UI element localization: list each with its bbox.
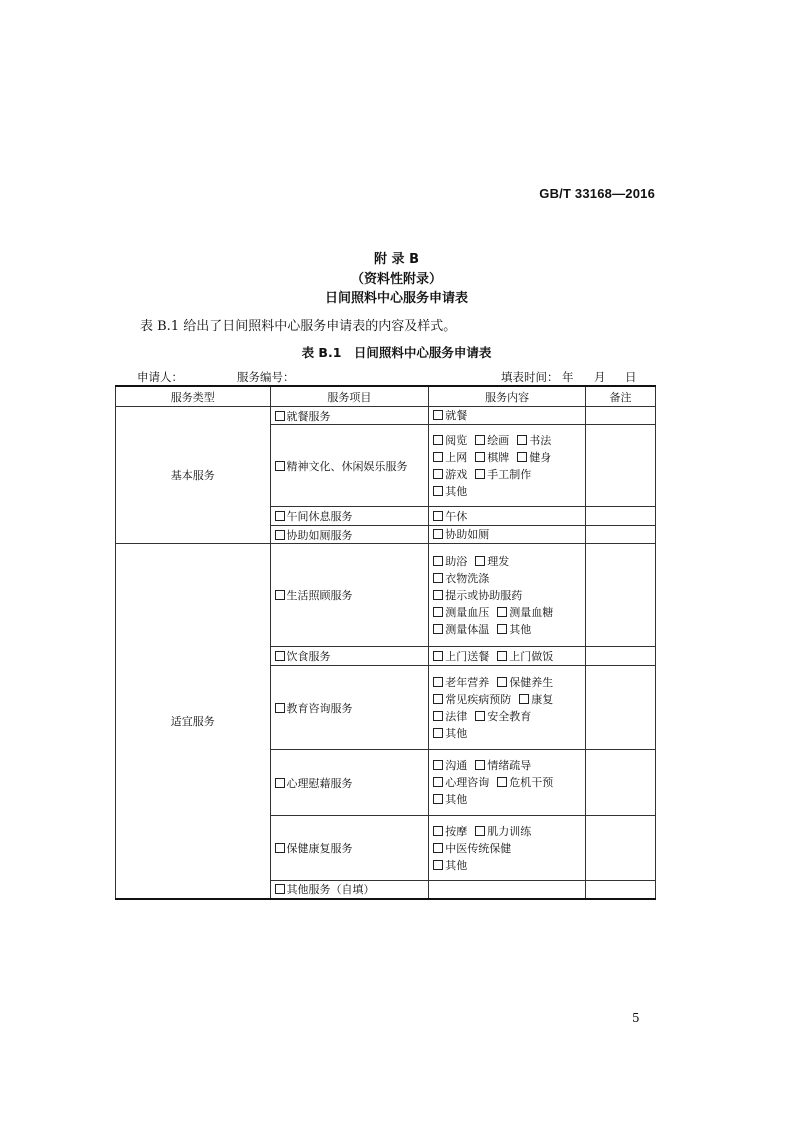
service-type-cell: 适宜服务 [116, 544, 271, 899]
service-content-option[interactable] [475, 466, 531, 483]
checkbox[interactable] [275, 843, 285, 853]
service-application-table [115, 385, 656, 900]
remarks-cell[interactable] [585, 544, 655, 647]
option-label: 午间休息服务 [286, 510, 353, 523]
service-item-cell [270, 526, 429, 544]
option-label: 保健养生 [509, 675, 554, 689]
remarks-cell[interactable] [585, 425, 655, 507]
service-content-option[interactable] [517, 449, 551, 466]
header-service-type: 服务类型 [116, 386, 271, 407]
service-content-option[interactable] [433, 840, 511, 857]
service-type-cell: 基本服务 [116, 407, 271, 544]
service-item-option[interactable] [275, 527, 353, 543]
service-content-cell [429, 816, 586, 881]
service-content-option[interactable] [497, 648, 553, 665]
checkbox[interactable] [433, 607, 443, 617]
service-content-option[interactable] [475, 708, 531, 725]
option-label: 理发 [487, 554, 510, 568]
option-label: 协助如厕 [445, 528, 490, 541]
service-content-option[interactable] [433, 621, 489, 638]
content-line [433, 449, 581, 466]
checkbox[interactable] [497, 624, 507, 634]
option-label: 教育咨询服务 [286, 701, 353, 715]
header-service-item: 服务项目 [270, 386, 429, 407]
remarks-cell[interactable] [585, 881, 655, 899]
service-content-option[interactable] [433, 857, 467, 874]
content-line [433, 691, 581, 708]
option-label: 就餐服务 [286, 409, 331, 423]
remarks-cell[interactable] [585, 816, 655, 881]
option-label: 其他 [445, 484, 468, 498]
checkbox[interactable] [433, 860, 443, 870]
service-item-cell [270, 881, 429, 899]
option-label: 游戏 [445, 467, 468, 481]
service-item-option[interactable] [275, 458, 408, 474]
content-line [433, 857, 581, 874]
content-line [433, 407, 581, 424]
service-item-option[interactable] [275, 648, 331, 664]
content-line [433, 791, 581, 808]
content-line [433, 648, 581, 665]
option-label: 棋牌 [487, 450, 510, 464]
service-item-option[interactable] [275, 508, 353, 524]
option-label: 午休 [445, 509, 468, 523]
service-content-cell [429, 425, 586, 507]
checkbox[interactable] [275, 651, 285, 661]
service-content-cell [429, 526, 586, 544]
service-item-cell [270, 666, 429, 750]
option-label: 衣物洗涤 [445, 571, 490, 585]
checkbox[interactable] [433, 843, 443, 853]
checkbox[interactable] [517, 452, 527, 462]
service-content-cell [429, 407, 586, 425]
option-label: 中医传统保健 [445, 841, 512, 855]
option-label: 肌力训练 [487, 824, 532, 838]
option-label: 危机干预 [509, 776, 554, 789]
table-row [116, 407, 656, 425]
content-line [433, 757, 581, 774]
checkbox[interactable] [475, 556, 485, 566]
content-line [433, 483, 581, 500]
checkbox[interactable] [275, 703, 285, 713]
service-content-option[interactable] [433, 526, 489, 543]
service-item-option[interactable] [275, 840, 353, 856]
service-item-cell [270, 425, 429, 507]
content-line [433, 587, 581, 604]
service-content-option[interactable] [433, 823, 467, 840]
checkbox[interactable] [475, 452, 485, 462]
applicant-label: 申请人： [137, 370, 183, 384]
checkbox[interactable] [433, 573, 443, 583]
checkbox[interactable] [433, 590, 443, 600]
service-content-option[interactable] [433, 604, 489, 621]
content-line [433, 570, 581, 587]
service-content-option[interactable] [433, 570, 489, 587]
table-row [116, 544, 656, 647]
checkbox[interactable] [519, 694, 529, 704]
service-content-cell [429, 750, 586, 816]
content-line [433, 840, 581, 857]
content-line [433, 508, 581, 525]
checkbox[interactable] [275, 530, 285, 540]
option-label: 提示或协助服药 [445, 588, 523, 602]
checkbox[interactable] [275, 884, 285, 894]
service-content-option[interactable] [433, 691, 511, 708]
service-content-option[interactable] [497, 621, 531, 638]
month-label: 月 [594, 370, 606, 384]
content-line [433, 708, 581, 725]
appendix-subtitle: （资料性附录） [350, 272, 442, 287]
service-item-option[interactable] [275, 881, 375, 897]
service-item-option[interactable] [275, 775, 353, 791]
checkbox[interactable] [497, 651, 507, 661]
checkbox[interactable] [433, 511, 443, 521]
checkbox[interactable] [517, 435, 527, 445]
checkbox[interactable] [433, 760, 443, 770]
appendix-title: 附 录 B [374, 252, 419, 267]
content-line [433, 604, 581, 621]
remarks-cell[interactable] [585, 666, 655, 750]
option-label: 测量血压 [445, 605, 490, 619]
service-content-option[interactable] [433, 553, 467, 570]
service-content-cell [429, 666, 586, 750]
service-content-option[interactable] [433, 483, 467, 500]
option-label: 书法 [529, 433, 552, 447]
checkbox[interactable] [433, 469, 443, 479]
table-caption: 表 B.1 日间照料中心服务申请表 [301, 345, 492, 360]
checkbox[interactable] [433, 529, 443, 539]
service-item-option[interactable] [275, 700, 353, 716]
option-label: 阅览 [445, 433, 468, 447]
option-label: 康复 [531, 692, 554, 706]
service-content-option[interactable] [433, 466, 467, 483]
remarks-cell[interactable] [585, 750, 655, 816]
checkbox[interactable] [497, 777, 507, 787]
option-label: 心理咨询 [445, 776, 490, 789]
service-content-option[interactable] [433, 587, 522, 604]
service-content-option[interactable] [433, 432, 467, 449]
service-item-option[interactable] [275, 408, 331, 424]
option-label: 安全教育 [487, 709, 532, 723]
checkbox[interactable] [433, 728, 443, 738]
service-content-option[interactable] [475, 757, 531, 774]
option-label: 协助如厕服务 [286, 528, 353, 542]
checkbox[interactable] [475, 711, 485, 721]
appendix-name: 日间照料中心服务申请表 [324, 291, 468, 306]
header-remarks: 备注 [585, 386, 655, 407]
checkbox[interactable] [433, 711, 443, 721]
service-content-option[interactable] [475, 553, 509, 570]
checkbox[interactable] [433, 556, 443, 566]
service-content-option[interactable] [475, 432, 509, 449]
checkbox[interactable] [433, 677, 443, 687]
option-label: 老年营养 [445, 675, 490, 689]
option-label: 测量血糖 [509, 605, 554, 619]
service-content-option[interactable] [433, 757, 467, 774]
checkbox[interactable] [433, 452, 443, 462]
service-content-option[interactable] [433, 449, 467, 466]
remarks-cell[interactable] [585, 507, 655, 526]
day-label: 日 [625, 370, 637, 384]
option-label: 常见疾病预防 [445, 692, 512, 706]
service-item-option[interactable] [275, 587, 353, 603]
option-label: 生活照顾服务 [286, 589, 353, 602]
service-content-option[interactable] [433, 791, 467, 808]
checkbox[interactable] [275, 590, 285, 600]
option-label: 上门送餐 [445, 649, 490, 663]
service-content-option[interactable] [433, 774, 489, 791]
checkbox[interactable] [433, 794, 443, 804]
option-label: 保健康复服务 [286, 842, 353, 855]
option-label: 其他 [445, 793, 468, 806]
checkbox[interactable] [475, 826, 485, 836]
checkbox[interactable] [475, 760, 485, 770]
content-line [433, 432, 581, 449]
page-number: 5 [632, 1011, 640, 1025]
checkbox[interactable] [433, 410, 443, 420]
header-service-content: 服务内容 [429, 386, 586, 407]
checkbox[interactable] [497, 607, 507, 617]
service-item-cell [270, 750, 429, 816]
option-label: 饮食服务 [286, 650, 331, 663]
content-line [433, 725, 581, 742]
service-item-cell [270, 544, 429, 647]
option-label: 其他服务（自填） [286, 883, 375, 897]
checkbox[interactable] [433, 651, 443, 661]
service-content-option[interactable] [497, 604, 553, 621]
checkbox[interactable] [275, 461, 285, 471]
service-item-cell [270, 407, 429, 425]
service-content-option[interactable] [433, 508, 467, 525]
checkbox[interactable] [275, 411, 285, 421]
checkbox[interactable] [433, 435, 443, 445]
service-content-option[interactable] [433, 725, 467, 742]
option-label: 其他 [509, 622, 532, 636]
service-content-option[interactable] [497, 674, 553, 691]
checkbox[interactable] [497, 677, 507, 687]
service-content-option[interactable] [433, 648, 489, 665]
option-label: 法律 [445, 709, 468, 723]
service-content-cell [429, 544, 586, 647]
intro-paragraph: 表 B.1 给出了日间照料中心服务申请表的内容及样式。 [140, 319, 457, 334]
checkbox[interactable] [433, 486, 443, 496]
option-label: 上网 [445, 450, 468, 464]
content-line [433, 466, 581, 483]
option-label: 其他 [445, 726, 468, 740]
checkbox[interactable] [475, 469, 485, 479]
option-label: 上门做饭 [509, 649, 554, 663]
service-content-option[interactable] [433, 674, 489, 691]
service-content-option[interactable] [475, 449, 509, 466]
checkbox[interactable] [433, 624, 443, 634]
service-content-cell [429, 647, 586, 666]
checkbox[interactable] [475, 435, 485, 445]
option-label: 情绪疏导 [487, 759, 532, 772]
year-label: 年 [562, 370, 574, 384]
checkbox[interactable] [433, 777, 443, 787]
service-content-option[interactable] [433, 407, 467, 424]
fill-time-label: 填表时间： [501, 370, 559, 384]
service-content-option[interactable] [433, 708, 467, 725]
checkbox[interactable] [275, 778, 285, 788]
option-label: 手工制作 [487, 467, 532, 481]
content-line [433, 526, 581, 543]
remarks-cell[interactable] [585, 526, 655, 544]
content-line [433, 674, 581, 691]
option-label: 就餐 [445, 409, 468, 422]
option-label: 精神文化、休闲娱乐服务 [286, 459, 408, 473]
service-item-cell [270, 647, 429, 666]
option-label: 助浴 [445, 554, 468, 568]
service-number-label: 服务编号： [237, 370, 295, 384]
content-line [433, 823, 581, 840]
option-label: 测量体温 [445, 622, 490, 636]
remarks-cell[interactable] [585, 407, 655, 425]
service-content-option[interactable] [497, 774, 553, 791]
option-label: 沟通 [445, 759, 468, 772]
service-content-cell [429, 507, 586, 526]
service-content-option[interactable] [517, 432, 551, 449]
content-line [433, 774, 581, 791]
service-content-cell [429, 881, 586, 899]
content-line [433, 553, 581, 570]
checkbox[interactable] [433, 694, 443, 704]
option-label: 其他 [445, 858, 468, 872]
service-content-option[interactable] [475, 823, 531, 840]
service-item-cell [270, 816, 429, 881]
service-content-option[interactable] [519, 691, 553, 708]
standard-code: GB/T 33168—2016 [539, 186, 655, 201]
remarks-cell[interactable] [585, 647, 655, 666]
service-item-cell [270, 507, 429, 526]
content-line [433, 621, 581, 638]
option-label: 绘画 [487, 433, 510, 447]
table-header-row [116, 386, 656, 407]
checkbox[interactable] [275, 511, 285, 521]
option-label: 健身 [529, 450, 552, 464]
checkbox[interactable] [433, 826, 443, 836]
option-label: 按摩 [445, 824, 468, 838]
option-label: 心理慰藉服务 [286, 776, 353, 790]
